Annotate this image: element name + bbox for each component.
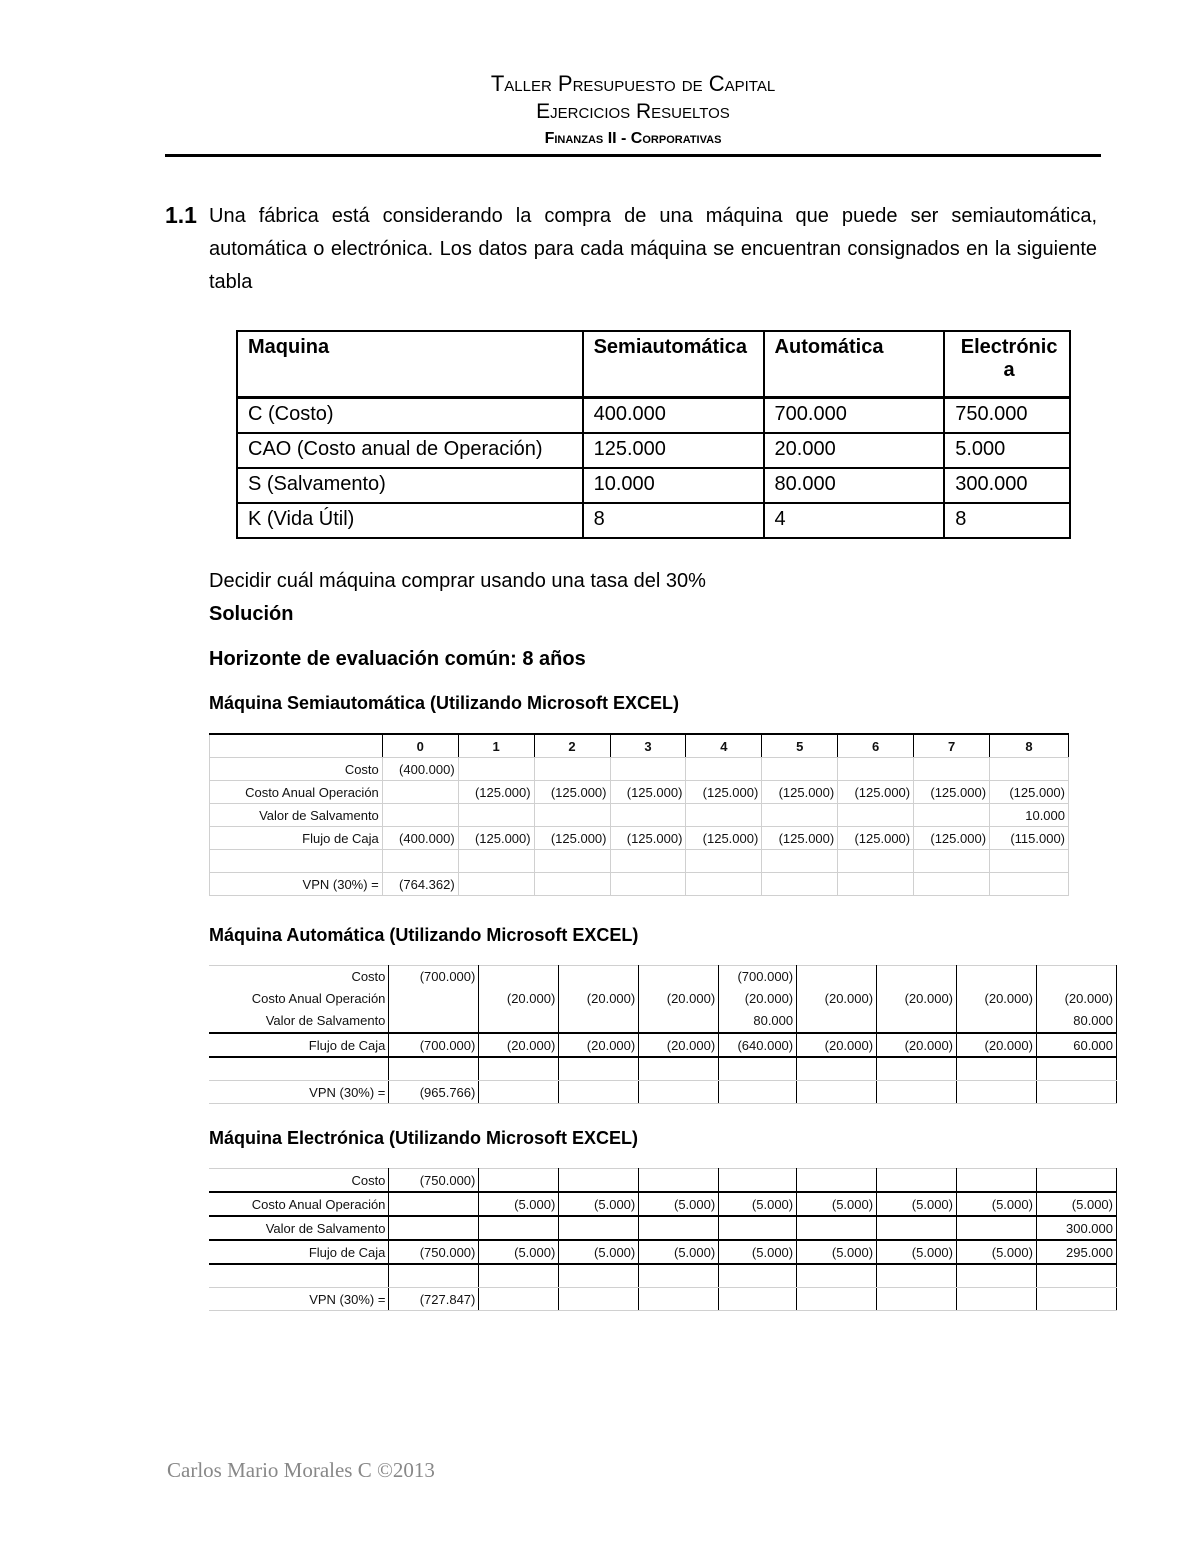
table-cell bbox=[877, 1264, 957, 1288]
vpn-value: (965.766) bbox=[389, 1081, 479, 1104]
table-cell: (750.000) bbox=[389, 1240, 479, 1264]
table-cell bbox=[914, 873, 990, 896]
table-cell: (125.000) bbox=[534, 827, 610, 850]
horizon-text: Horizonte de evaluación común: 8 años bbox=[209, 648, 586, 670]
row-label: Flujo de Caja bbox=[209, 1033, 389, 1057]
table-cell: (700.000) (20.000) 80.000 bbox=[719, 966, 797, 1034]
table-cell: (20.000) bbox=[479, 1033, 559, 1057]
table-cell: (125.000) bbox=[990, 781, 1069, 804]
table-cell bbox=[957, 1057, 1037, 1081]
table-cell bbox=[877, 1081, 957, 1104]
table-cell bbox=[686, 873, 762, 896]
table-cell: 8 bbox=[583, 503, 764, 538]
table-cell bbox=[797, 1264, 877, 1288]
table-cell bbox=[458, 873, 534, 896]
table-cell: (115.000) bbox=[990, 827, 1069, 850]
table-cell: (5.000) bbox=[559, 1240, 639, 1264]
table-cell bbox=[610, 850, 686, 873]
table-cell bbox=[479, 1169, 559, 1193]
table-cell bbox=[719, 1264, 797, 1288]
table-header-row bbox=[237, 331, 1070, 398]
table-row bbox=[237, 468, 1070, 503]
table-cell bbox=[838, 758, 914, 781]
vpn-label: VPN (30%) = bbox=[209, 1081, 389, 1104]
table-cell bbox=[762, 804, 838, 827]
table-cell: 700.000 bbox=[764, 398, 945, 434]
table-cell: 8 bbox=[944, 503, 1070, 538]
table-row bbox=[209, 1288, 1117, 1311]
table-cell: 80.000 bbox=[764, 468, 945, 503]
table-cell: S (Salvamento) bbox=[237, 468, 583, 503]
table-cell: 20.000 bbox=[764, 433, 945, 468]
table-row bbox=[237, 433, 1070, 468]
table-cell bbox=[1036, 1081, 1116, 1104]
table-cell bbox=[559, 1081, 639, 1104]
table-row bbox=[209, 1264, 1117, 1288]
table-cell: 4 bbox=[764, 503, 945, 538]
solution-label: Solución bbox=[209, 603, 294, 625]
table-cell bbox=[639, 1288, 719, 1311]
table-cell: (125.000) bbox=[534, 781, 610, 804]
table-cell bbox=[990, 873, 1069, 896]
table-cell: (125.000) bbox=[610, 827, 686, 850]
table-cell bbox=[382, 804, 458, 827]
table-cell bbox=[686, 804, 762, 827]
table-cell: K (Vida Útil) bbox=[237, 503, 583, 538]
table-cell: (125.000) bbox=[914, 781, 990, 804]
table-cell: C (Costo) bbox=[237, 398, 583, 434]
period-header: 1 bbox=[458, 734, 534, 758]
table-row bbox=[209, 1081, 1117, 1104]
table-cell bbox=[479, 1057, 559, 1081]
period-header: 2 bbox=[534, 734, 610, 758]
table-row bbox=[209, 1240, 1117, 1264]
table-cell: (5.000) bbox=[639, 1192, 719, 1216]
table-cell: 400.000 bbox=[583, 398, 764, 434]
table-row bbox=[210, 781, 1069, 804]
table-cell bbox=[797, 1288, 877, 1311]
table-cell bbox=[559, 1169, 639, 1193]
table-cell bbox=[877, 1169, 957, 1193]
table-cell: (5.000) bbox=[559, 1192, 639, 1216]
table-cell: (400.000) bbox=[382, 827, 458, 850]
table-cell: (20.000) bbox=[797, 1033, 877, 1057]
table-cell bbox=[877, 1288, 957, 1311]
table-cell: (20.000) bbox=[797, 966, 877, 1034]
doc-subtitle: Ejercicios Resueltos bbox=[536, 100, 730, 123]
table-cell: (20.000) bbox=[877, 966, 957, 1034]
table-cell bbox=[458, 758, 534, 781]
table-cell bbox=[639, 1081, 719, 1104]
period-header: 8 bbox=[990, 734, 1069, 758]
table-row bbox=[210, 850, 1069, 873]
table-cell: (750.000) bbox=[389, 1169, 479, 1193]
table-cell bbox=[534, 804, 610, 827]
table-cell: 300.000 bbox=[944, 468, 1070, 503]
table-cell: 300.000 bbox=[1036, 1216, 1116, 1240]
table-cell bbox=[1036, 1057, 1116, 1081]
table-cell: (640.000) bbox=[719, 1033, 797, 1057]
row-label: Costo bbox=[210, 758, 383, 781]
table-cell bbox=[458, 804, 534, 827]
table-cell: (125.000) bbox=[838, 827, 914, 850]
table-cell bbox=[534, 758, 610, 781]
doc-title: Taller Presupuesto de Capital bbox=[490, 71, 776, 96]
table-cell bbox=[1036, 1169, 1116, 1193]
table-cell: (125.000) bbox=[762, 827, 838, 850]
table-cell: (5.000) bbox=[719, 1240, 797, 1264]
period-header: 5 bbox=[762, 734, 838, 758]
row-label: Costo Anual Operación bbox=[210, 781, 383, 804]
table-cell bbox=[479, 1216, 559, 1240]
table-cell bbox=[389, 1264, 479, 1288]
table-cell: (125.000) bbox=[458, 827, 534, 850]
table-cell bbox=[458, 850, 534, 873]
table-cell: 125.000 bbox=[583, 433, 764, 468]
table-row bbox=[209, 1033, 1117, 1057]
table-cell bbox=[914, 758, 990, 781]
table-cell bbox=[479, 1081, 559, 1104]
table-cell: (20.000) bbox=[957, 966, 1037, 1034]
table-cell: (20.000) bbox=[479, 966, 559, 1034]
table-cell bbox=[797, 1057, 877, 1081]
row-label: Valor de Salvamento bbox=[210, 804, 383, 827]
table-cell: (5.000) bbox=[479, 1192, 559, 1216]
table-cell bbox=[957, 1264, 1037, 1288]
table-cell bbox=[719, 1169, 797, 1193]
table-cell bbox=[639, 1216, 719, 1240]
table-cell bbox=[534, 873, 610, 896]
table-cell bbox=[877, 1216, 957, 1240]
table-cell bbox=[838, 850, 914, 873]
table-cell bbox=[762, 850, 838, 873]
table-cell: (5.000) bbox=[957, 1192, 1037, 1216]
table-cell bbox=[957, 1216, 1037, 1240]
page-header bbox=[165, 70, 1101, 152]
table-cell bbox=[957, 1288, 1037, 1311]
table-cell bbox=[534, 850, 610, 873]
table-cell: (5.000) bbox=[957, 1240, 1037, 1264]
table-cell: (125.000) bbox=[458, 781, 534, 804]
table-cell: 10.000 bbox=[583, 468, 764, 503]
table-cell bbox=[639, 1264, 719, 1288]
table-cell: (20.000) bbox=[639, 1033, 719, 1057]
table-row bbox=[210, 758, 1069, 781]
period-header: 6 bbox=[838, 734, 914, 758]
table-cell bbox=[209, 1264, 389, 1288]
period-header: 7 bbox=[914, 734, 990, 758]
table-cell bbox=[719, 1216, 797, 1240]
table-cell bbox=[719, 1081, 797, 1104]
table-cell bbox=[797, 1081, 877, 1104]
table-cell: (20.000) bbox=[639, 966, 719, 1034]
period-header: 4 bbox=[686, 734, 762, 758]
table-cell: (20.000) 80.000 bbox=[1036, 966, 1116, 1034]
table-cell bbox=[210, 850, 383, 873]
table-cell bbox=[382, 781, 458, 804]
table-cell: (5.000) bbox=[877, 1192, 957, 1216]
table-header-cell: Semiautomática bbox=[583, 331, 764, 398]
table-cell bbox=[382, 850, 458, 873]
table-cell bbox=[479, 1264, 559, 1288]
period-header: 3 bbox=[610, 734, 686, 758]
table-cell bbox=[610, 873, 686, 896]
table-cell: (5.000) bbox=[719, 1192, 797, 1216]
table-cell bbox=[1036, 1264, 1116, 1288]
vpn-value: (764.362) bbox=[382, 873, 458, 896]
row-label: Costo bbox=[209, 1169, 389, 1193]
row-label: Costo Anual Operación bbox=[209, 1192, 389, 1216]
table-row bbox=[210, 734, 1069, 758]
table-cell: (5.000) bbox=[639, 1240, 719, 1264]
table-cell bbox=[610, 758, 686, 781]
table-cell bbox=[639, 1169, 719, 1193]
table-cell bbox=[210, 734, 383, 758]
table-cell: 750.000 bbox=[944, 398, 1070, 434]
header-divider bbox=[165, 154, 1101, 157]
table-cell bbox=[877, 1057, 957, 1081]
table-row bbox=[209, 1169, 1117, 1193]
table-cell bbox=[559, 1216, 639, 1240]
table-cell bbox=[719, 1288, 797, 1311]
question-text: Decidir cuál máquina comprar usando una tasa del 30% bbox=[209, 570, 706, 592]
table-cell bbox=[990, 758, 1069, 781]
table-row bbox=[209, 1192, 1117, 1216]
table-row bbox=[237, 398, 1070, 434]
table-cell: (125.000) bbox=[610, 781, 686, 804]
table-cell bbox=[838, 873, 914, 896]
table-row bbox=[209, 1057, 1117, 1081]
table-cell bbox=[686, 850, 762, 873]
vpn-label: VPN (30%) = bbox=[209, 1288, 389, 1311]
table-cell: (20.000) bbox=[957, 1033, 1037, 1057]
table-cell bbox=[639, 1057, 719, 1081]
table-cell bbox=[559, 1057, 639, 1081]
table-header-cell: Electrónica bbox=[944, 331, 1070, 398]
vpn-label: VPN (30%) = bbox=[210, 873, 383, 896]
table-cell: (5.000) bbox=[479, 1240, 559, 1264]
table-cell: 60.000 bbox=[1036, 1033, 1116, 1057]
table-cell: CAO (Costo anual de Operación) bbox=[237, 433, 583, 468]
table-cell: (20.000) bbox=[559, 966, 639, 1034]
table-cell: 5.000 bbox=[944, 433, 1070, 468]
table-cell: 295.000 bbox=[1036, 1240, 1116, 1264]
row-label: Valor de Salvamento bbox=[265, 1013, 386, 1028]
row-label: Costo Anual Operación bbox=[251, 991, 386, 1006]
table-cell bbox=[957, 1169, 1037, 1193]
table-row bbox=[209, 966, 1117, 1034]
semi-cashflow-table bbox=[209, 733, 1069, 896]
row-label: Flujo de Caja bbox=[209, 1240, 389, 1264]
table-cell: (125.000) bbox=[686, 827, 762, 850]
table-cell bbox=[762, 873, 838, 896]
semi-title: Máquina Semiautomática (Utilizando Microsoft EXCEL) bbox=[209, 693, 680, 713]
table-row bbox=[210, 804, 1069, 827]
problem-text: Una fábrica está considerando la compra de una máquina que puede ser semiautomática, automática o electrónica. Los datos para cada máquina se encuentran consignados en la siguiente tabla bbox=[209, 205, 1097, 293]
table-cell bbox=[209, 1057, 389, 1081]
table-cell: 10.000 bbox=[990, 804, 1069, 827]
doc-course: Finanzas II - Corporativas bbox=[544, 130, 722, 147]
table-row bbox=[237, 503, 1070, 538]
table-cell bbox=[479, 1288, 559, 1311]
table-row bbox=[210, 827, 1069, 850]
table-cell: (700.000) bbox=[389, 966, 479, 1034]
table-cell bbox=[914, 850, 990, 873]
table-cell: (125.000) bbox=[762, 781, 838, 804]
row-label: Valor de Salvamento bbox=[209, 1216, 389, 1240]
table-cell bbox=[1036, 1288, 1116, 1311]
table-cell: (125.000) bbox=[686, 781, 762, 804]
table-cell: (5.000) bbox=[797, 1192, 877, 1216]
table-cell bbox=[686, 758, 762, 781]
vpn-value: (727.847) bbox=[389, 1288, 479, 1311]
table-cell: (400.000) bbox=[382, 758, 458, 781]
table-row bbox=[209, 1216, 1117, 1240]
table-cell: (5.000) bbox=[1036, 1192, 1116, 1216]
table-cell bbox=[762, 758, 838, 781]
table-cell: (700.000) bbox=[389, 1033, 479, 1057]
table-cell: (20.000) bbox=[559, 1033, 639, 1057]
row-labels bbox=[209, 966, 389, 1034]
auto-title: Máquina Automática (Utilizando Microsoft EXCEL) bbox=[209, 925, 639, 945]
table-cell: (5.000) bbox=[797, 1240, 877, 1264]
table-cell bbox=[719, 1057, 797, 1081]
page-footer: Carlos Mario Morales C ©2013 bbox=[167, 1458, 435, 1482]
table-cell bbox=[389, 1216, 479, 1240]
problem-number: 1.1 bbox=[165, 202, 197, 228]
table-cell bbox=[389, 1057, 479, 1081]
elec-title: Máquina Electrónica (Utilizando Microsoft EXCEL) bbox=[209, 1128, 639, 1148]
machine-data-table bbox=[236, 330, 1071, 539]
table-header-cell: Maquina bbox=[237, 331, 583, 398]
table-cell bbox=[559, 1288, 639, 1311]
table-cell bbox=[797, 1169, 877, 1193]
elec-cashflow-table bbox=[209, 1168, 1117, 1311]
table-cell bbox=[990, 850, 1069, 873]
table-header-cell: Automática bbox=[764, 331, 945, 398]
table-cell: (125.000) bbox=[914, 827, 990, 850]
row-label: Costo bbox=[351, 969, 386, 984]
table-cell bbox=[957, 1081, 1037, 1104]
auto-cashflow-table bbox=[209, 965, 1117, 1104]
table-cell bbox=[914, 804, 990, 827]
table-cell bbox=[389, 1192, 479, 1216]
table-row bbox=[210, 873, 1069, 896]
table-cell: (20.000) bbox=[877, 1033, 957, 1057]
table-cell bbox=[610, 804, 686, 827]
period-header: 0 bbox=[382, 734, 458, 758]
table-cell bbox=[797, 1216, 877, 1240]
table-cell: (125.000) bbox=[838, 781, 914, 804]
table-cell bbox=[559, 1264, 639, 1288]
row-label: Flujo de Caja bbox=[210, 827, 383, 850]
table-cell: (5.000) bbox=[877, 1240, 957, 1264]
table-cell bbox=[838, 804, 914, 827]
